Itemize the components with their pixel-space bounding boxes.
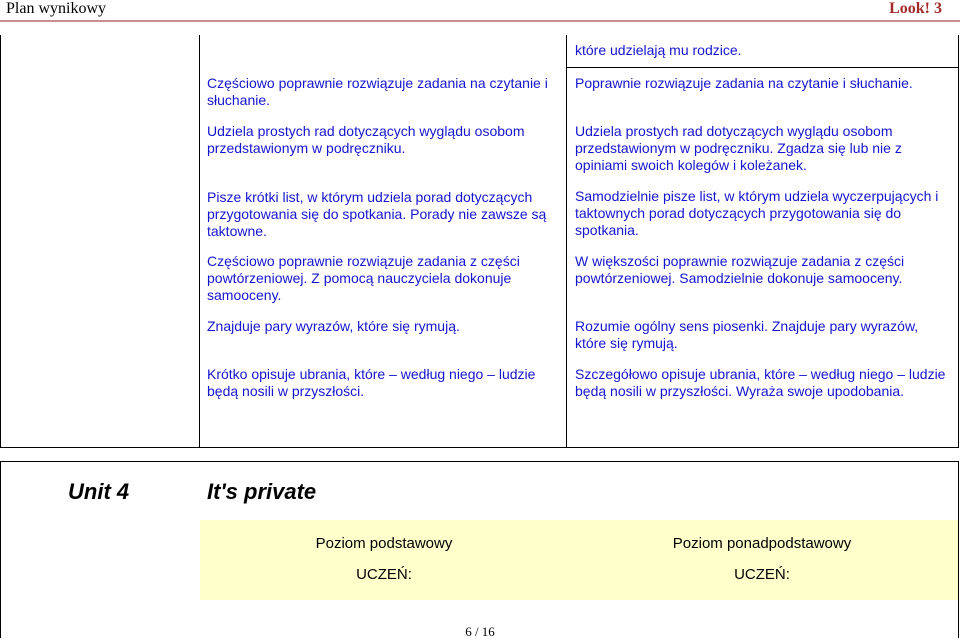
table-border-left <box>0 35 1 447</box>
requirement-item: Udziela prostych rad dotyczących wyglądu osobom przedstawionym w podręczniku. <box>207 123 525 156</box>
table-border-bottom <box>0 447 959 448</box>
table-border-right <box>958 35 959 447</box>
requirement-item: Poprawnie rozwiązuje zadania na czytanie i słuchanie. <box>575 75 913 91</box>
requirement-item: które udzielają mu rodzice. <box>575 42 742 58</box>
table-border-col1 <box>199 35 200 447</box>
header-rule <box>0 20 960 22</box>
page-header <box>0 0 960 22</box>
unit-number: Unit 4 <box>68 479 130 504</box>
requirement-item: Samodzielnie pisze list, w którym udziela wyczerpujących i taktownych porad dotyczących przygotowania się do spotkania. <box>575 188 939 238</box>
basic-level-student-label: UCZEŃ: <box>356 566 412 583</box>
level-header-row <box>200 520 958 600</box>
requirement-item: Znajduje pary wyrazów, które się rymują. <box>207 318 460 334</box>
advanced-level-heading: Poziom ponadpodstawowy <box>672 535 852 552</box>
requirement-item: Pisze krótki list, w którym udziela porad dotyczących przygotowania się do spotkania. Porady nie zawsze są taktowne. <box>207 189 547 239</box>
requirement-item: Krótko opisuje ubrania, które – według niego – ludzie będą nosili w przyszłości. <box>207 366 536 399</box>
advanced-level-student-label: UCZEŃ: <box>734 566 790 583</box>
basic-level-heading: Poziom podstawowy <box>315 535 453 552</box>
requirement-item: Rozumie ogólny sens piosenki. Znajduje pary wyrazów, które się rymują. <box>575 318 919 351</box>
requirement-item: W większości poprawnie rozwiązuje zadania z części powtórzeniowej. Samodzielnie dokonuje samooceny. <box>575 253 905 286</box>
unit-title: It's private <box>207 479 317 504</box>
requirement-item: Szczegółowo opisuje ubrania, które – według niego – ludzie będą nosili w przyszłości. Wyraża swoje upodobania. <box>575 366 946 399</box>
book-title: Look! 3 <box>889 0 942 17</box>
requirement-item: Częściowo poprawnie rozwiązuje zadania na czytanie i słuchanie. <box>207 75 548 108</box>
document-title: Plan wynikowy <box>6 0 106 17</box>
table-row-divider <box>566 67 959 68</box>
requirement-item: Częściowo poprawnie rozwiązuje zadania z części powtórzeniowej. Z pomocą nauczyciela dokonuje samooceny. <box>207 253 520 303</box>
table-border-col2 <box>566 35 567 447</box>
page-number: 6 / 16 <box>465 624 495 639</box>
requirement-item: Udziela prostych rad dotyczących wyglądu osobom przedstawionym w podręczniku. Zgadza się lub nie z opiniami swoich kolegów i koleżanek. <box>575 123 902 173</box>
